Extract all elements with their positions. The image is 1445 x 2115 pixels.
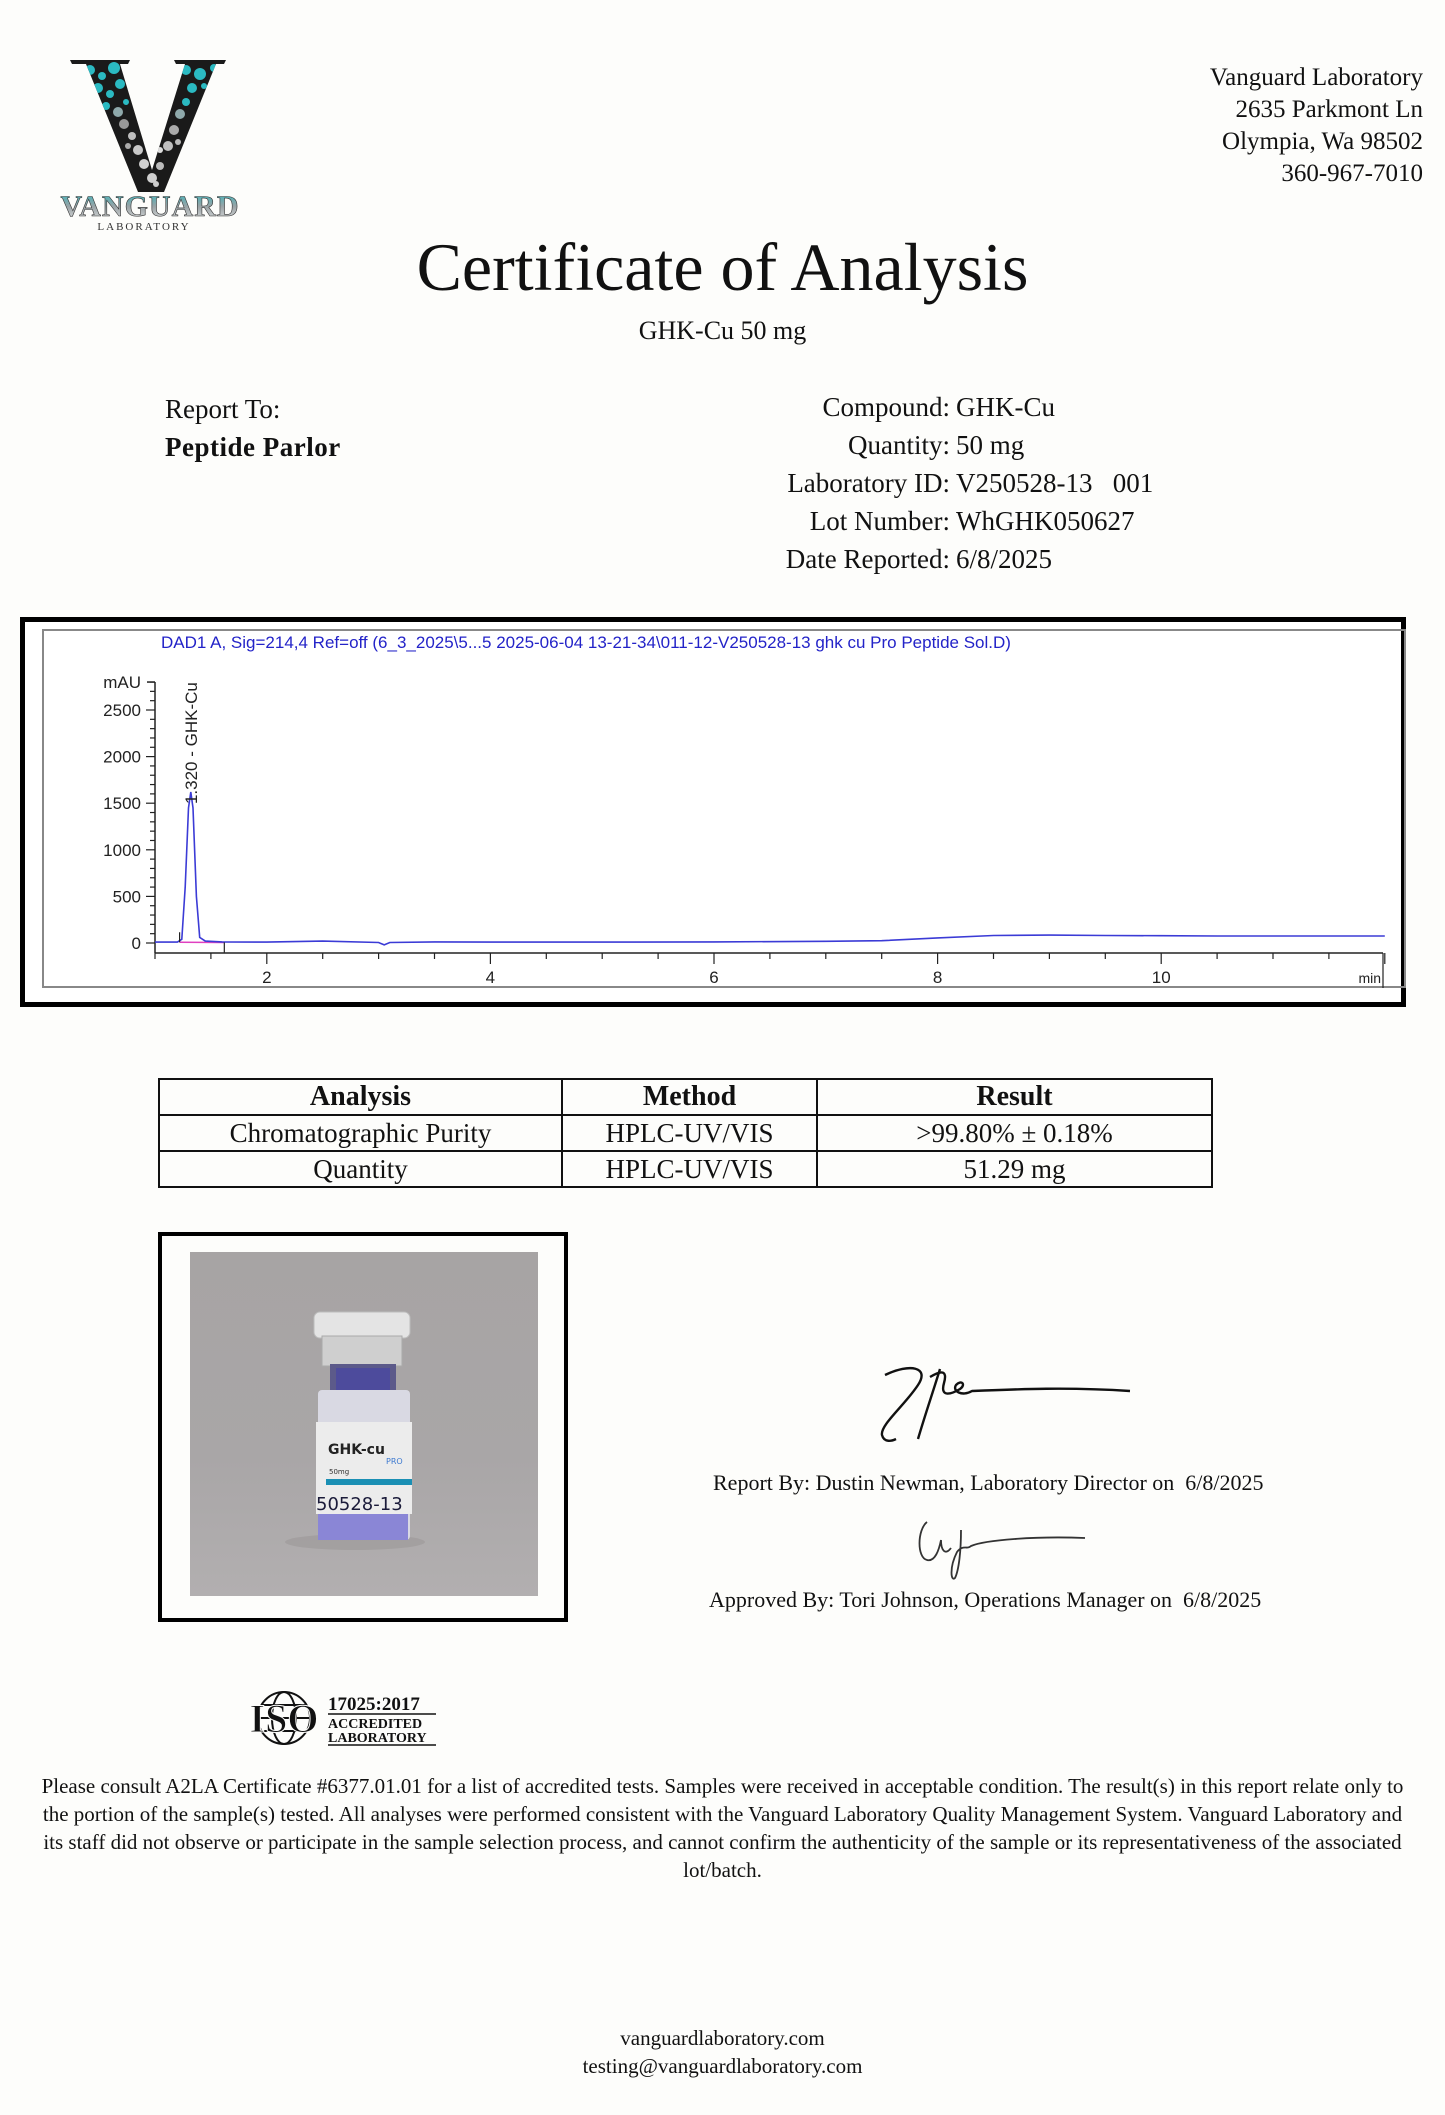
svg-text:17025:2017: 17025:2017 [328, 1694, 420, 1715]
report-to-label: Report To: [165, 394, 281, 424]
header-method: Method [562, 1079, 817, 1115]
iso-accreditation-badge [248, 1688, 448, 1748]
table-row [159, 1115, 1212, 1151]
sample-details [700, 388, 1153, 578]
chromatogram [20, 617, 1406, 1007]
svg-text:mAU: mAU [103, 673, 141, 693]
lab-phone: 360-967-7010 [1281, 160, 1423, 187]
cell-result: >99.80% ± 0.18% [817, 1115, 1212, 1151]
svg-text:LABORATORY: LABORATORY [97, 221, 191, 233]
cell-analysis: Chromatographic Purity [159, 1115, 562, 1151]
svg-text:1.320 - GHK-Cu: 1.320 - GHK-Cu [181, 682, 201, 805]
signature-dustin-newman [870, 1355, 1140, 1455]
chart-title: DAD1 A, Sig=214,4 Ref=off (6_3_2025\5...5 2025-06-04 13-21-34\011-12-V250528-13 ghk cu Pro Peptide Sol.D) [161, 633, 1011, 652]
svg-text:GHK-cu: GHK-cu [328, 1442, 385, 1458]
approved-by [709, 1587, 1261, 1613]
detail-date-reported: Date Reported: 6/8/2025 [785, 544, 1053, 574]
email-link[interactable]: testing@vanguardlaboratory.com [582, 2054, 863, 2078]
sample-photo [190, 1252, 538, 1596]
lab-address [1210, 62, 1423, 190]
svg-text:VANGUARD: VANGUARD [60, 190, 240, 223]
report-to [165, 390, 341, 466]
signature-tori-johnson [905, 1510, 1095, 1585]
lab-street: 2635 Parkmont Ln [1235, 96, 1423, 123]
lab-name: Vanguard Laboratory [1209, 64, 1423, 91]
detail-quantity: Quantity: 50 mg [848, 430, 1025, 460]
svg-text:PRO: PRO [386, 1457, 403, 1466]
svg-text:1000: 1000 [103, 840, 141, 860]
x-axis [155, 953, 1385, 988]
vial-icon [190, 1252, 538, 1596]
table-header-row [159, 1079, 1212, 1115]
vanguard-logo [40, 50, 260, 240]
svg-text:1500: 1500 [103, 794, 141, 814]
v-bubble-logo-icon [40, 50, 260, 240]
report-by-text: Report By: Dustin Newman, Laboratory Director on [713, 1470, 1175, 1495]
svg-text:6: 6 [709, 968, 719, 987]
plot-border [43, 630, 1405, 987]
svg-text:ACCREDITED: ACCREDITED [328, 1717, 423, 1732]
svg-text:0: 0 [131, 934, 141, 953]
svg-text:LABORATORY: LABORATORY [328, 1731, 427, 1746]
report-by-date: 6/8/2025 [1185, 1470, 1264, 1495]
svg-text:50528-13: 50528-13 [316, 1494, 403, 1515]
report-by [713, 1470, 1264, 1496]
approved-by-date: 6/8/2025 [1183, 1587, 1262, 1612]
cell-result: 51.29 mg [817, 1151, 1212, 1187]
svg-text:ISO: ISO [249, 1696, 319, 1741]
cell-method: HPLC-UV/VIS [562, 1151, 817, 1187]
svg-text:min: min [1358, 970, 1381, 986]
footer [0, 2024, 1445, 2080]
svg-text:10: 10 [1151, 968, 1171, 987]
svg-text:500: 500 [112, 887, 141, 907]
y-axis [103, 673, 155, 953]
detail-lab-id: Laboratory ID: V250528-13 001 [787, 468, 1154, 498]
chromatogram-trace [155, 792, 1385, 945]
website-link[interactable]: vanguardlaboratory.com [620, 2026, 825, 2050]
cell-method: HPLC-UV/VIS [562, 1115, 817, 1151]
page-subtitle: GHK-Cu 50 mg [638, 316, 807, 345]
header-analysis: Analysis [159, 1079, 562, 1115]
page-title: Certificate of Analysis [416, 229, 1029, 305]
svg-text:2500: 2500 [103, 701, 141, 720]
header-result: Result [817, 1079, 1212, 1115]
table-row [159, 1151, 1212, 1187]
detail-lot-number: Lot Number: WhGHK050627 [809, 506, 1135, 536]
lab-city: Olympia, Wa 98502 [1222, 128, 1423, 155]
peak-labels [180, 682, 225, 952]
results-table [158, 1078, 1213, 1188]
svg-text:2000: 2000 [103, 747, 141, 767]
svg-text:2: 2 [262, 968, 272, 987]
cell-analysis: Quantity [159, 1151, 562, 1187]
disclaimer-text: Please consult A2LA Certificate #6377.01.01 for a list of accredited tests. Samples were received in acceptable condition. The result(s) in this report relate only to the portion of the sample(s) tested. All analyses were performed consistent with the Vanguard Laboratory Quality Management System. Vanguard Laboratory and its staff did not observe or participate in the sample selection process, and cannot confirm the authenticity of the sample or its representativeness of the associated lot/batch. [41, 1774, 1404, 1882]
detail-compound: Compound: GHK-Cu [822, 392, 1055, 422]
svg-text:8: 8 [932, 968, 943, 987]
svg-text:50mg: 50mg [329, 1468, 350, 1476]
approved-by-text: Approved By: Tori Johnson, Operations Manager on [709, 1587, 1173, 1612]
client-name: Peptide Parlor [165, 432, 341, 462]
svg-text:4: 4 [485, 968, 496, 987]
